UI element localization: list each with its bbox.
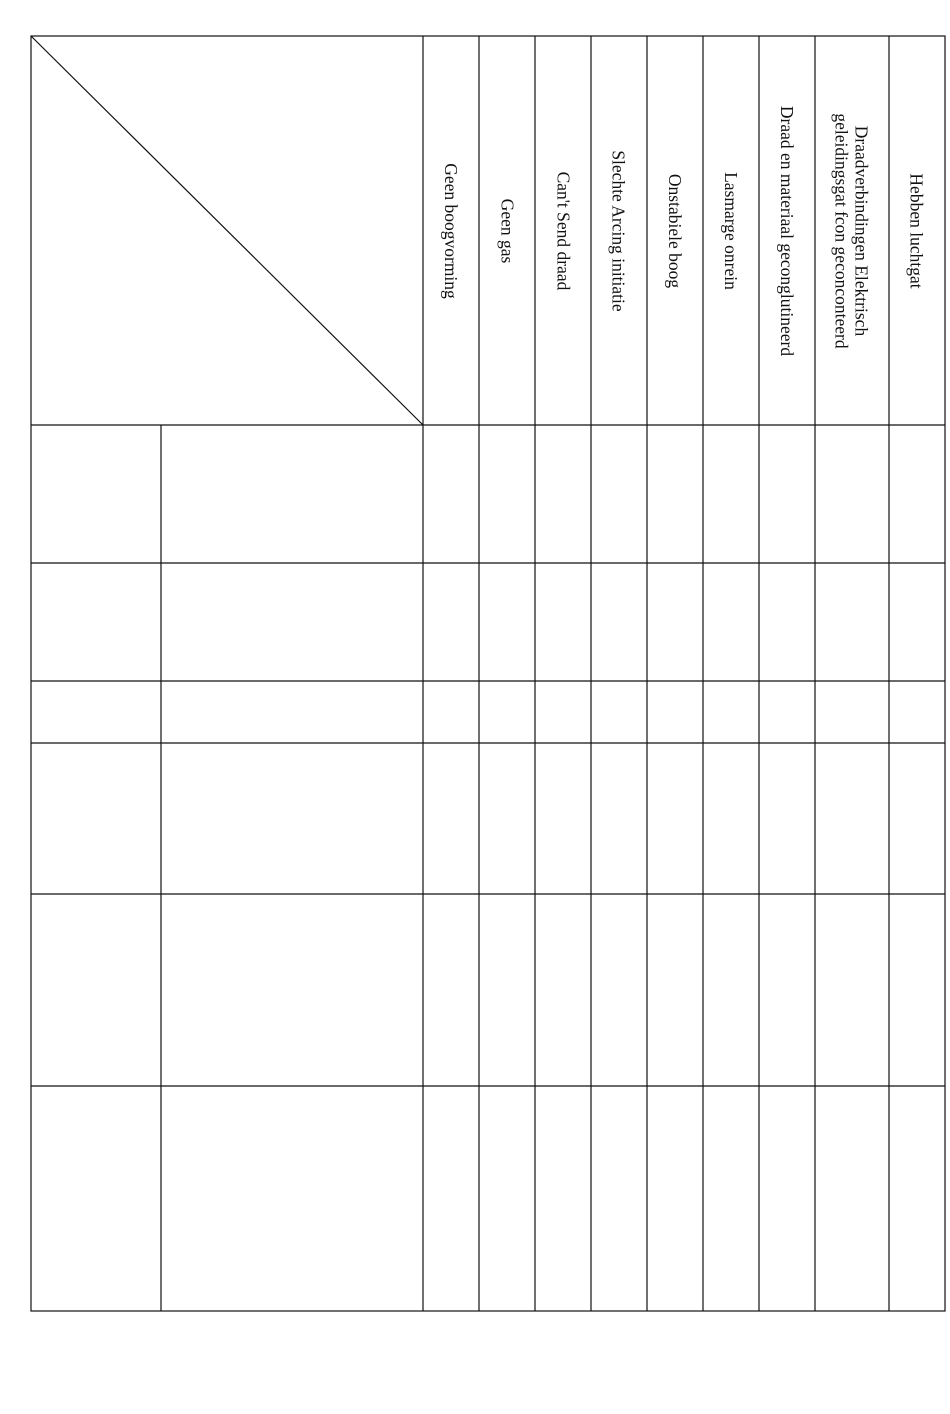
header-label-geen-boogvorming: Geen boogvorming [441, 162, 462, 299]
corner-diagonal [31, 36, 423, 425]
header-label-lasmarge-onrein: Lasmarge onrein [721, 171, 742, 290]
header-label-geen-gas: Geen gas [497, 198, 518, 263]
header-cell [535, 36, 591, 425]
header-label-onstabiele-boog: Onstabiele boog [665, 173, 685, 288]
header-label-slechte-arcing: Slechte Arcing initiatie [609, 149, 630, 312]
header-cell [479, 36, 535, 425]
header-cell [815, 36, 889, 425]
header-label-line: Draadverbindingen Elektrisch [852, 125, 872, 336]
header-label-draad-materiaal: Draad en materiaal geconglutineerd [777, 105, 798, 356]
header-cell [703, 36, 759, 425]
header-label-line: geleidingsgat fcon geconconteerd [832, 112, 852, 349]
header-cell [647, 36, 703, 425]
header-cell [889, 36, 945, 425]
header-label-cant-send-draad: Can't Send draad [553, 171, 574, 290]
header-label-draadverbindingen [832, 113, 872, 348]
header-cell [759, 36, 815, 425]
header-label-hebben-luchtgat: Hebben luchtgat [907, 172, 928, 289]
header-cell [423, 36, 479, 425]
header-cell [591, 36, 647, 425]
